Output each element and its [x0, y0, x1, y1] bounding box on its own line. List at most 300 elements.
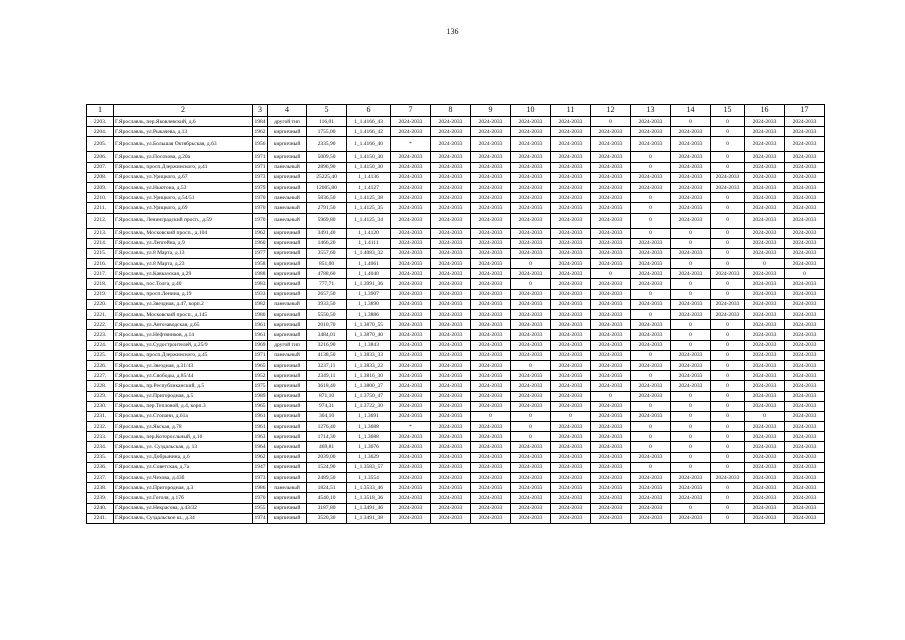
- cell-row-number: 2218.: [87, 279, 114, 289]
- cell-period-col17: 2024-2033: [785, 422, 825, 432]
- cell-period-col11: 2024-2033: [551, 381, 591, 391]
- cell-period-col9: 2024-2033: [471, 452, 511, 462]
- cell-code: 1_1.4150_30: [347, 162, 391, 172]
- table-row: [87, 513, 825, 523]
- cell-period-col10: 2024-2033: [511, 503, 551, 513]
- cell-period-col12: 0: [591, 391, 631, 401]
- table-row: [87, 299, 825, 309]
- cell-period-col9: 2024-2033: [471, 289, 511, 299]
- table-row: [87, 248, 825, 258]
- column-header: 4: [268, 105, 307, 117]
- cell-address: Г.Ярославль, ул.Пригородная, д.3: [114, 483, 253, 493]
- cell-period-col17: 2024-2033: [785, 137, 825, 152]
- cell-code: 1_1.3833_22: [347, 360, 391, 370]
- cell-period-col7: 2024-2033: [391, 213, 431, 228]
- cell-wall-material: кирпичный: [268, 391, 307, 401]
- cell-period-col15: 0: [711, 391, 745, 401]
- cell-period-col11: 2024-2033: [551, 259, 591, 269]
- cell-year-built: 1983: [253, 279, 268, 289]
- cell-wall-material: кирпичный: [268, 473, 307, 483]
- cell-period-col8: 2024-2033: [431, 330, 471, 340]
- cell-area: 5009,50: [307, 152, 347, 162]
- cell-row-number: 2220.: [87, 299, 114, 309]
- cell-period-col13: 2024-2033: [631, 360, 671, 370]
- cell-wall-material: кирпичный: [268, 127, 307, 137]
- cell-period-col9: 2024-2033: [471, 350, 511, 360]
- cell-period-col14: 0: [671, 238, 711, 248]
- cell-period-col10: 2024-2033: [511, 350, 551, 360]
- cell-period-col15: 0: [711, 493, 745, 503]
- cell-year-built: 1947: [253, 462, 268, 472]
- cell-period-col15: 0: [711, 193, 745, 203]
- cell-period-col7: 2024-2033: [391, 401, 431, 411]
- cell-address: Г.Ярославль, ул.Ньютона, д.53: [114, 182, 253, 192]
- cell-period-col7: 2024-2033: [391, 203, 431, 213]
- cell-wall-material: другой тип: [268, 340, 307, 350]
- cell-year-built: 1965: [253, 360, 268, 370]
- cell-period-col13: 0: [631, 213, 671, 228]
- cell-period-col12: 2024-2033: [591, 203, 631, 213]
- cell-period-col13: 0: [631, 350, 671, 360]
- cell-period-col10: 0: [511, 432, 551, 442]
- cell-period-col14: 2024-2033: [671, 350, 711, 360]
- cell-period-col15: 0: [711, 411, 745, 421]
- cell-wall-material: кирпичный: [268, 330, 307, 340]
- cell-address: Г.Ярославль, ул.Лепгейна, д.9: [114, 238, 253, 248]
- column-header: 3: [253, 105, 268, 117]
- cell-period-col13: 2024-2033: [631, 330, 671, 340]
- cell-period-col11: 2024-2033: [551, 442, 591, 452]
- cell-period-col17: 2024-2033: [785, 162, 825, 172]
- cell-period-col15: 2024-2033: [711, 310, 745, 320]
- cell-period-col12: 2024-2033: [591, 401, 631, 411]
- cell-period-col16: 2024-2033: [745, 203, 785, 213]
- cell-period-col9: 2024-2033: [471, 503, 511, 513]
- cell-period-col13: 0: [631, 152, 671, 162]
- cell-period-col10: 2024-2033: [511, 213, 551, 228]
- cell-period-col12: 2024-2033: [591, 503, 631, 513]
- cell-wall-material: кирпичный: [268, 381, 307, 391]
- cell-wall-material: кирпичный: [268, 401, 307, 411]
- table-row: [87, 117, 825, 127]
- cell-area: 3237,11: [307, 360, 347, 370]
- cell-code: 1_1.4127: [347, 182, 391, 192]
- cell-period-col15: 0: [711, 452, 745, 462]
- cell-period-col16: 0: [745, 259, 785, 269]
- cell-year-built: 1961: [253, 330, 268, 340]
- cell-period-col8: 2024-2033: [431, 152, 471, 162]
- cell-wall-material: кирпичный: [268, 238, 307, 248]
- cell-period-col17: 2024-2033: [785, 493, 825, 503]
- cell-period-col16: 2024-2033: [745, 238, 785, 248]
- cell-period-col16: 0: [745, 411, 785, 421]
- cell-wall-material: панельный: [268, 162, 307, 172]
- cell-area: 5550,50: [307, 310, 347, 320]
- cell-period-col17: 2024-2033: [785, 310, 825, 320]
- cell-period-col8: 2024-2033: [431, 213, 471, 228]
- cell-area: 3557,60: [307, 248, 347, 258]
- cell-period-col9: 2024-2033: [471, 381, 511, 391]
- cell-code: 1_1.3583_57: [347, 462, 391, 472]
- cell-code: 1_1.3676: [347, 442, 391, 452]
- cell-period-col12: 2024-2033: [591, 452, 631, 462]
- cell-period-col14: 2024-2033: [671, 182, 711, 192]
- cell-period-col15: 0: [711, 152, 745, 162]
- cell-period-col7: 2024-2033: [391, 503, 431, 513]
- cell-period-col8: 2024-2033: [431, 310, 471, 320]
- cell-wall-material: кирпичный: [268, 493, 307, 503]
- data-table: [86, 104, 825, 524]
- cell-period-col12: 2024-2033: [591, 371, 631, 381]
- cell-area: 871,10: [307, 391, 347, 401]
- cell-wall-material: кирпичный: [268, 259, 307, 269]
- cell-period-col12: 2024-2033: [591, 259, 631, 269]
- cell-period-col15: 0: [711, 279, 745, 289]
- cell-code: 1_1.3816_30: [347, 371, 391, 381]
- cell-period-col8: 2024-2033: [431, 513, 471, 523]
- cell-period-col10: 2024-2033: [511, 127, 551, 137]
- cell-period-col7: 2024-2033: [391, 117, 431, 127]
- cell-period-col16: 2024-2033: [745, 401, 785, 411]
- cell-address: Г.Ярославль, пр.Республиканский, д.5: [114, 381, 253, 391]
- table-row: [87, 213, 825, 228]
- cell-period-col11: 2024-2033: [551, 503, 591, 513]
- cell-address: Г.Ярославль, ул.Добрынина, д.6: [114, 452, 253, 462]
- cell-period-col15: 0: [711, 137, 745, 152]
- cell-period-col9: 2024-2033: [471, 422, 511, 432]
- cell-period-col9: 2024-2033: [471, 269, 511, 279]
- cell-period-col12: 2024-2033: [591, 462, 631, 472]
- cell-period-col7: 2024-2033: [391, 452, 431, 462]
- cell-address: Г.Ярославль, ул.Кавказская, д.29: [114, 269, 253, 279]
- cell-period-col12: 0: [591, 269, 631, 279]
- cell-period-col11: 2024-2033: [551, 422, 591, 432]
- cell-period-col10: 2024-2033: [511, 452, 551, 462]
- cell-period-col14: 0: [671, 259, 711, 269]
- cell-year-built: 1970: [253, 203, 268, 213]
- cell-wall-material: кирпичный: [268, 462, 307, 472]
- cell-row-number: 2239.: [87, 493, 114, 503]
- cell-row-number: 2204.: [87, 127, 114, 137]
- cell-code: 1_1.3907: [347, 289, 391, 299]
- cell-period-col13: 2024-2033: [631, 279, 671, 289]
- cell-period-col9: 2024-2033: [471, 513, 511, 523]
- cell-period-col10: 2024-2033: [511, 371, 551, 381]
- cell-wall-material: кирпичный: [268, 513, 307, 523]
- cell-period-col17: 2024-2033: [785, 360, 825, 370]
- cell-period-col13: 2024-2033: [631, 391, 671, 401]
- cell-period-col14: 0: [671, 340, 711, 350]
- cell-code: 1_1.4150_30: [347, 152, 391, 162]
- cell-period-col16: 2024-2033: [745, 442, 785, 452]
- cell-period-col10: 2024-2033: [511, 137, 551, 152]
- cell-address: Г.Ярославль, ул.Чехова, д.43б: [114, 473, 253, 483]
- cell-period-col16: 2024-2033: [745, 228, 785, 238]
- cell-period-col11: 2024-2033: [551, 289, 591, 299]
- table-row: [87, 422, 825, 432]
- cell-area: 3216,90: [307, 340, 347, 350]
- cell-period-col16: 2024-2033: [745, 360, 785, 370]
- cell-period-col14: 2024-2033: [671, 193, 711, 203]
- cell-row-number: 2226.: [87, 360, 114, 370]
- table-row: [87, 330, 825, 340]
- cell-period-col12: 2024-2033: [591, 381, 631, 391]
- cell-area: 3618,40: [307, 381, 347, 391]
- cell-year-built: 1971: [253, 162, 268, 172]
- cell-code: 1_1.3688: [347, 432, 391, 442]
- cell-code: 1_1.3843: [347, 340, 391, 350]
- cell-period-col16: 2024-2033: [745, 213, 785, 228]
- cell-year-built: 1979: [253, 182, 268, 192]
- cell-area: 5836,50: [307, 193, 347, 203]
- cell-address: Г.Ярославль, ул.Гоголя, д.17б: [114, 493, 253, 503]
- cell-period-col8: 2024-2033: [431, 127, 471, 137]
- cell-period-col9: 2024-2033: [471, 330, 511, 340]
- cell-period-col17: 2024-2033: [785, 473, 825, 483]
- cell-period-col13: 2024-2033: [631, 452, 671, 462]
- cell-period-col8: 2024-2033: [431, 422, 471, 432]
- cell-period-col15: 2024-2033: [711, 269, 745, 279]
- cell-period-col12: 2024-2033: [591, 137, 631, 152]
- column-header: 13: [631, 105, 671, 117]
- cell-period-col16: 2024-2033: [745, 350, 785, 360]
- cell-period-col9: 2024-2033: [471, 172, 511, 182]
- cell-period-col13: 0: [631, 203, 671, 213]
- cell-address: Г.Ярославль, ул.Нефтяников, д.14: [114, 330, 253, 340]
- cell-period-col11: 2024-2033: [551, 152, 591, 162]
- table-row: [87, 432, 825, 442]
- cell-code: 1_1.3886: [347, 310, 391, 320]
- cell-period-col10: 2024-2033: [511, 320, 551, 330]
- cell-wall-material: кирпичный: [268, 279, 307, 289]
- cell-area: 974,31: [307, 401, 347, 411]
- cell-address: Г.Ярославль, просп.Дзержинского, д.41: [114, 162, 253, 172]
- cell-code: 1_1.4166_43: [347, 117, 391, 127]
- cell-period-col11: 2024-2033: [551, 513, 591, 523]
- cell-year-built: 1971: [253, 152, 268, 162]
- cell-period-col8: 2024-2033: [431, 279, 471, 289]
- cell-period-col16: 2024-2033: [745, 473, 785, 483]
- cell-period-col11: 2024-2033: [551, 193, 591, 203]
- cell-period-col8: 2024-2033: [431, 259, 471, 269]
- cell-period-col13: 2024-2033: [631, 299, 671, 309]
- cell-row-number: 2231.: [87, 411, 114, 421]
- cell-period-col10: 2024-2033: [511, 117, 551, 127]
- cell-period-col16: 2024-2033: [745, 137, 785, 152]
- table-body: [87, 117, 825, 524]
- cell-row-number: 2224.: [87, 340, 114, 350]
- cell-period-col10: 2024-2033: [511, 513, 551, 523]
- cell-code: 1_1.4125_35: [347, 203, 391, 213]
- cell-code: 1_1.4111: [347, 238, 391, 248]
- cell-period-col13: 0: [631, 401, 671, 411]
- cell-row-number: 2213.: [87, 228, 114, 238]
- cell-row-number: 2206.: [87, 152, 114, 162]
- cell-period-col15: 0: [711, 228, 745, 238]
- table-row: [87, 162, 825, 172]
- cell-wall-material: кирпичный: [268, 182, 307, 192]
- cell-period-col17: 2024-2033: [785, 193, 825, 203]
- cell-period-col15: 0: [711, 127, 745, 137]
- cell-row-number: 2240.: [87, 503, 114, 513]
- cell-period-col13: 2024-2033: [631, 411, 671, 421]
- cell-period-col11: 2024-2033: [551, 228, 591, 238]
- cell-period-col11: 2024-2033: [551, 360, 591, 370]
- cell-period-col13: 2024-2033: [631, 127, 671, 137]
- cell-period-col8: 2024-2033: [431, 432, 471, 442]
- cell-period-col10: 2024-2033: [511, 442, 551, 452]
- cell-code: 1_1.3688: [347, 422, 391, 432]
- table-row: [87, 269, 825, 279]
- cell-code: 1_1.3491_38: [347, 513, 391, 523]
- cell-period-col14: 2024-2033: [671, 213, 711, 228]
- cell-address: Г.Ярославль, ул.Большая Октябрьская, д.63: [114, 137, 253, 152]
- cell-period-col8: 2024-2033: [431, 193, 471, 203]
- cell-period-col17: 2024-2033: [785, 462, 825, 472]
- cell-address: Г.Ярославль, ул.8 Марта, д.23: [114, 259, 253, 269]
- cell-wall-material: кирпичный: [268, 320, 307, 330]
- cell-row-number: 2233.: [87, 432, 114, 442]
- cell-period-col11: 2024-2033: [551, 391, 591, 401]
- cell-period-col8: 2024-2033: [431, 462, 471, 472]
- cell-period-col15: 0: [711, 259, 745, 269]
- cell-period-col17: 2024-2033: [785, 371, 825, 381]
- cell-period-col17: 2024-2033: [785, 503, 825, 513]
- table-row: [87, 127, 825, 137]
- cell-wall-material: кирпичный: [268, 310, 307, 320]
- cell-period-col8: 2024-2033: [431, 483, 471, 493]
- cell-period-col9: 2024-2033: [471, 483, 511, 493]
- cell-period-col16: 2024-2033: [745, 483, 785, 493]
- cell-period-col12: 2024-2033: [591, 213, 631, 228]
- cell-wall-material: кирпичный: [268, 152, 307, 162]
- cell-code: 1_1.3629: [347, 452, 391, 462]
- cell-period-col12: 0: [591, 117, 631, 127]
- cell-period-col17: 2024-2033: [785, 320, 825, 330]
- cell-period-col7: 2024-2033: [391, 513, 431, 523]
- cell-period-col12: 2024-2033: [591, 279, 631, 289]
- cell-period-col7: 2024-2033: [391, 228, 431, 238]
- cell-period-col7: 2024-2033: [391, 432, 431, 442]
- cell-period-col7: 2024-2033: [391, 381, 431, 391]
- cell-period-col15: 0: [711, 248, 745, 258]
- cell-period-col16: 2024-2033: [745, 422, 785, 432]
- cell-area: 3187,80: [307, 503, 347, 513]
- cell-period-col8: 2024-2033: [431, 117, 471, 127]
- cell-period-col14: 2024-2033: [671, 310, 711, 320]
- cell-period-col16: 2024-2033: [745, 117, 785, 127]
- cell-address: Г.Ярославль, просп.Дзержинского, д.45: [114, 350, 253, 360]
- cell-row-number: 2216.: [87, 259, 114, 269]
- table-row: [87, 340, 825, 350]
- cell-period-col10: 2024-2033: [511, 152, 551, 162]
- cell-period-col16: 2024-2033: [745, 432, 785, 442]
- cell-period-col14: 0: [671, 442, 711, 452]
- cell-period-col9: 2024-2033: [471, 401, 511, 411]
- cell-period-col14: 0: [671, 452, 711, 462]
- cell-code: 1_1.3722_30: [347, 401, 391, 411]
- table-row: [87, 411, 825, 421]
- cell-address: Г.Ярославль, ул.Некрасова, д.43/32: [114, 503, 253, 513]
- cell-period-col13: 0: [631, 442, 671, 452]
- cell-period-col14: 0: [671, 411, 711, 421]
- cell-period-col17: 2024-2033: [785, 279, 825, 289]
- cell-row-number: 2203.: [87, 117, 114, 127]
- cell-period-col7: 2024-2033: [391, 473, 431, 483]
- cell-period-col8: 2024-2033: [431, 320, 471, 330]
- cell-period-col8: 2024-2033: [431, 411, 471, 421]
- cell-period-col13: 0: [631, 310, 671, 320]
- cell-period-col9: 2024-2033: [471, 162, 511, 172]
- cell-period-col7: *: [391, 422, 431, 432]
- cell-address: Г.Ярославль, ул.Советская, д.7а: [114, 462, 253, 472]
- cell-period-col11: 2024-2033: [551, 238, 591, 248]
- cell-period-col11: 2024-2033: [551, 213, 591, 228]
- cell-period-col9: 2024-2033: [471, 473, 511, 483]
- cell-code: 1_1.4040: [347, 269, 391, 279]
- cell-period-col14: 0: [671, 401, 711, 411]
- cell-period-col10: 2024-2033: [511, 269, 551, 279]
- cell-wall-material: кирпичный: [268, 422, 307, 432]
- cell-address: Г.Ярославль, Московский просп., д.145: [114, 310, 253, 320]
- cell-period-col9: 2024-2033: [471, 493, 511, 503]
- column-header: 2: [114, 105, 253, 117]
- cell-period-col17: 2024-2033: [785, 340, 825, 350]
- cell-row-number: 2227.: [87, 371, 114, 381]
- cell-code: 1_1.3991_36: [347, 279, 391, 289]
- cell-period-col9: 0: [471, 411, 511, 421]
- cell-period-col17: 2024-2033: [785, 117, 825, 127]
- cell-address: Г.Ярославль, ул.Звездная, д.31/43: [114, 360, 253, 370]
- cell-period-col12: 2024-2033: [591, 493, 631, 503]
- column-header: 9: [471, 105, 511, 117]
- cell-year-built: 1973: [253, 473, 268, 483]
- cell-year-built: 1980: [253, 310, 268, 320]
- cell-row-number: 2217.: [87, 269, 114, 279]
- cell-period-col8: 2024-2033: [431, 473, 471, 483]
- cell-address: Г.Ярославль, ул.Свободы, д.85/44: [114, 371, 253, 381]
- cell-period-col14: 2024-2033: [671, 248, 711, 258]
- cell-period-col10: 2024-2033: [511, 193, 551, 203]
- cell-period-col11: 2024-2033: [551, 248, 591, 258]
- cell-period-col17: 2024-2033: [785, 401, 825, 411]
- cell-row-number: 2210.: [87, 193, 114, 203]
- column-header: 14: [671, 105, 711, 117]
- cell-period-col9: 2024-2033: [471, 360, 511, 370]
- cell-period-col13: 2024-2033: [631, 137, 671, 152]
- cell-wall-material: кирпичный: [268, 452, 307, 462]
- cell-period-col8: 2024-2033: [431, 350, 471, 360]
- cell-period-col15: 0: [711, 330, 745, 340]
- cell-period-col8: 2024-2033: [431, 442, 471, 452]
- table-row: [87, 152, 825, 162]
- cell-period-col14: 2024-2033: [671, 371, 711, 381]
- cell-period-col10: 2024-2033: [511, 493, 551, 503]
- cell-area: 1755,00: [307, 127, 347, 137]
- column-header: 6: [347, 105, 391, 117]
- cell-wall-material: панельный: [268, 203, 307, 213]
- cell-period-col11: 2024-2033: [551, 117, 591, 127]
- table-header: [87, 105, 825, 117]
- cell-period-col11: 2024-2033: [551, 182, 591, 192]
- cell-period-col9: 2024-2033: [471, 320, 511, 330]
- cell-wall-material: панельный: [268, 193, 307, 203]
- cell-period-col14: 0: [671, 432, 711, 442]
- cell-period-col16: 2024-2033: [745, 299, 785, 309]
- cell-year-built: 1971: [253, 350, 268, 360]
- cell-area: 469,81: [307, 442, 347, 452]
- cell-period-col9: 2024-2033: [471, 371, 511, 381]
